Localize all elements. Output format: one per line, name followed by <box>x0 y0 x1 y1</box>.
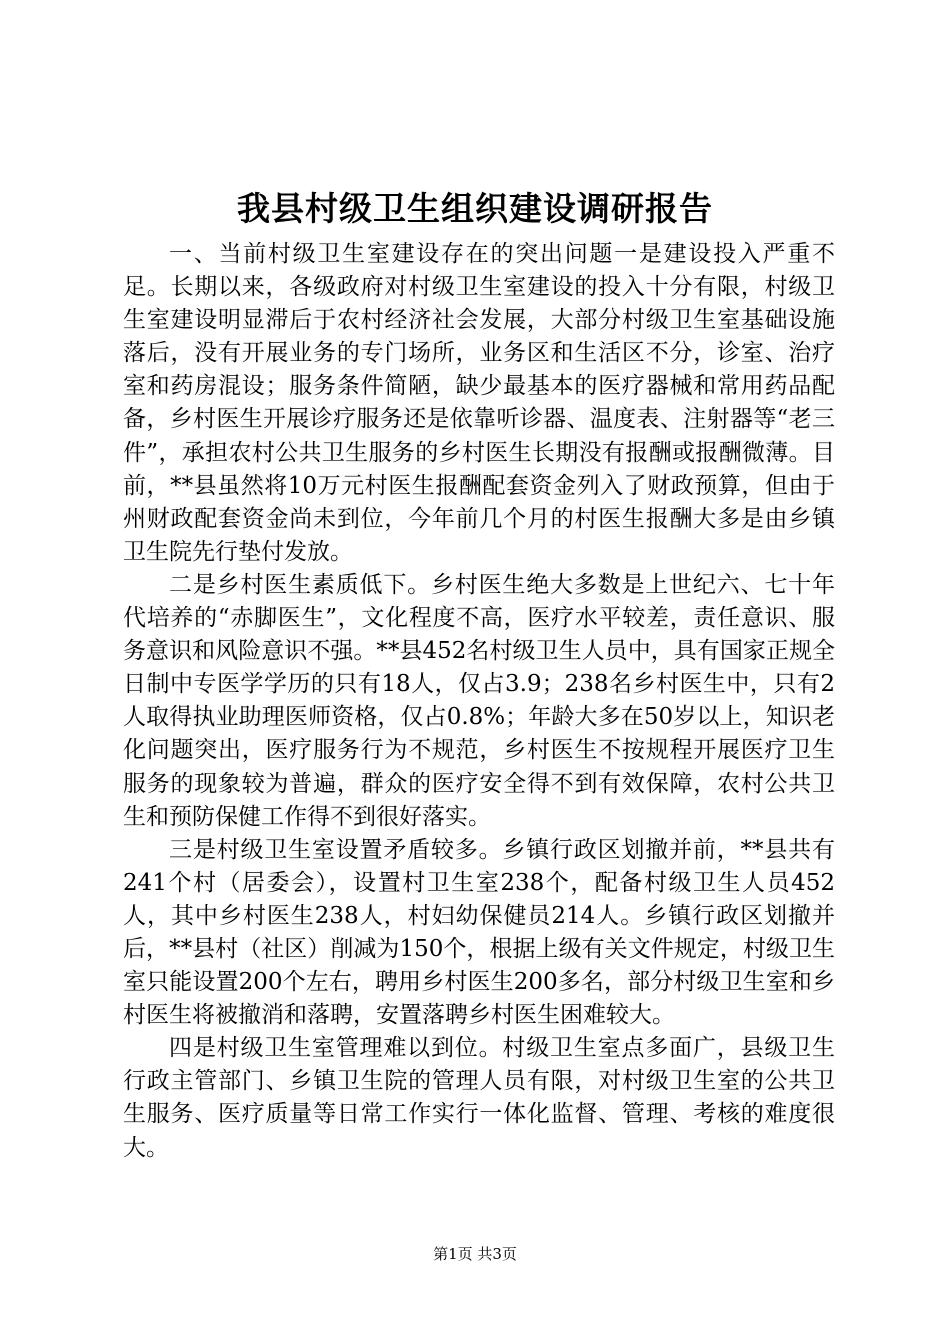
paragraph-1: 一、当前村级卫生室建设存在的突出问题一是建设投入严重不足。长期以来，各级政府对村级卫生室建设的投入十分有限，村级卫生室建设明显滞后于农村经济社会发展，大部分村级卫生室基础设施落后，没有开展业务的专门场所，业务区和生活区不分，诊室、治疗室和药房混设；服务条件简陋，缺少最基本的医疗器械和常用药品配备，乡村医生开展诊疗服务还是依靠听诊器、温度表、注射器等“老三件”，承担农村公共卫生服务的乡村医生长期没有报酬或报酬微薄。目前，**县虽然将10万元村医生报酬配套资金列入了财政预算，但由于州财政配套资金尚未到位，今年前几个月的村医生报酬大多是由乡镇卫生院先行垫付发放。 <box>123 241 835 565</box>
document-body <box>123 238 835 1165</box>
page-number-footer: 第1页 共3页 <box>433 1245 517 1263</box>
paragraph-3: 三是村级卫生室设置矛盾较多。乡镇行政区划撤并前，**县共有241个村（居委会），设置村卫生室238个，配备村级卫生人员452人，其中乡村医生238人，村妇幼保健员214人。乡镇行政区划撤并后，**县村（社区）削减为150个，根据上级有关文件规定，村级卫生室只能设置200个左右，聘用乡村医生200多名，部分村级卫生室和乡村医生将被撤消和落聘，安置落聘乡村医生困难较大。 <box>123 836 835 1029</box>
document-title: 我县村级卫生组织建设调研报告 <box>237 189 713 228</box>
paragraph-2: 二是乡村医生素质低下。乡村医生绝大多数是上世纪六、七十年代培养的“赤脚医生”，文化程度不高，医疗水平较差，责任意识、服务意识和风险意识不强。**县452名村级卫生人员中，具有国家正规全日制中专医学学历的只有18人，仅占3.9；238名乡村医生中，只有2人取得执业助理医师资格，仅占0.8%；年龄大多在50岁以上，知识老化问题突出，医疗服务行为不规范，乡村医生不按规程开展医疗卫生服务的现象较为普遍，群众的医疗安全得不到有效保障，农村公共卫生和预防保健工作得不到很好落实。 <box>123 571 835 830</box>
paragraph-4: 四是村级卫生室管理难以到位。村级卫生室点多面广，县级卫生行政主管部门、乡镇卫生院的管理人员有限，对村级卫生室的公共卫生服务、医疗质量等日常工作实行一体化监督、管理、考核的难度很大。 <box>123 1035 835 1161</box>
